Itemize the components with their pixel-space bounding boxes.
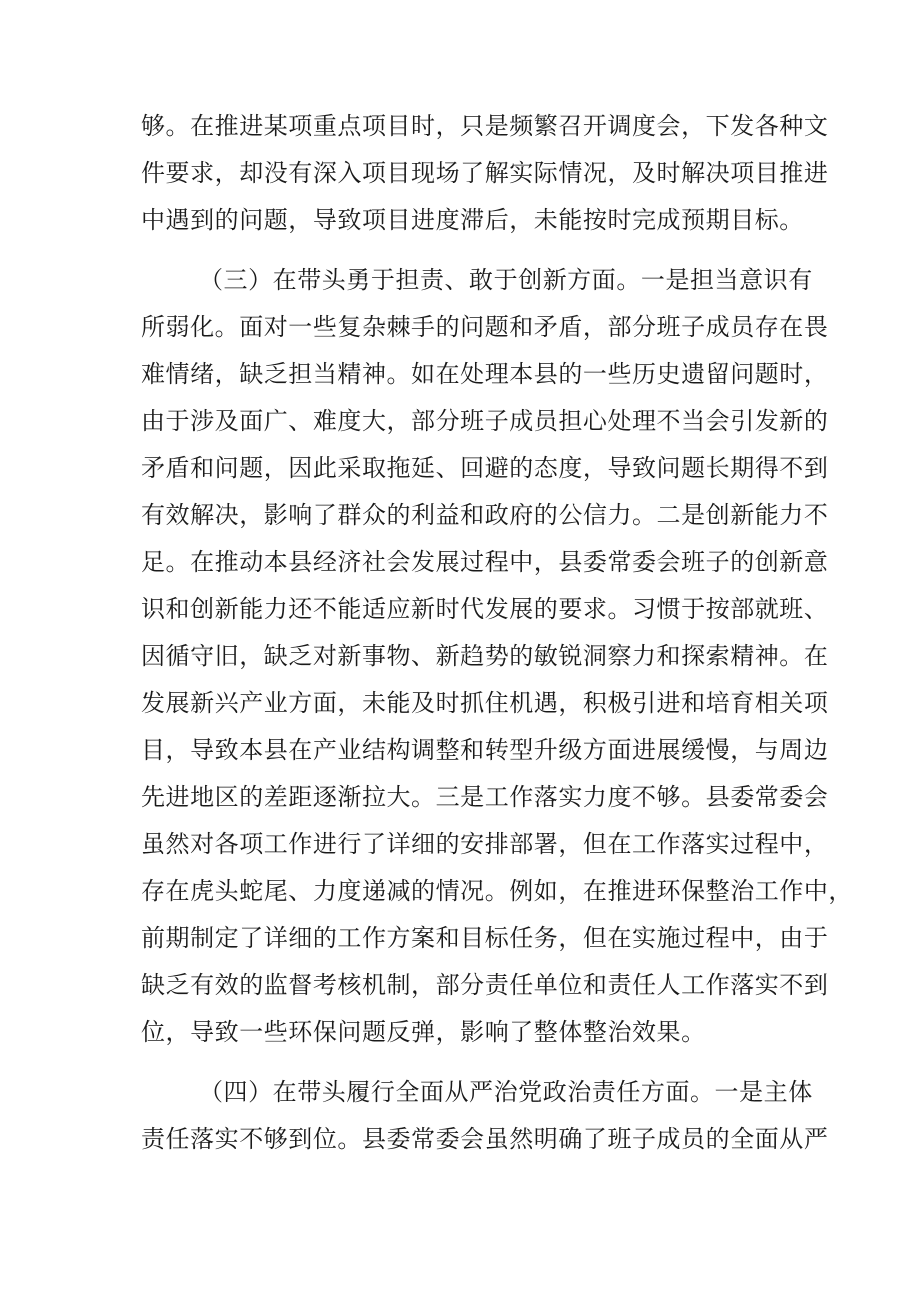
text-line: 发展新兴产业方面，未能及时抓住机遇，积极引进和培育相关项 (141, 689, 829, 717)
text-line: 识和创新能力还不能适应新时代发展的要求。习惯于按部就班、 (141, 595, 829, 623)
paragraph-1 (141, 103, 829, 244)
text-line: 缺乏有效的监督考核机制，部分责任单位和责任人工作落实不到 (141, 971, 829, 999)
text-line: 虽然对各项工作进行了详细的安排部署，但在工作落实过程中， (141, 830, 829, 858)
text-line: 因循守旧，缺乏对新事物、新趋势的敏锐洞察力和探索精神。在 (141, 642, 829, 670)
text-line: 先进地区的差距逐渐拉大。三是工作落实力度不够。县委常委会 (141, 783, 829, 811)
text-line: 所弱化。面对一些复杂棘手的问题和矛盾，部分班子成员存在畏 (141, 313, 829, 341)
text-line: 责任落实不够到位。县委常委会虽然明确了班子成员的全面从严 (141, 1125, 829, 1153)
text-line: （四）在带头履行全面从严治党政治责任方面。一是主体 (199, 1078, 813, 1106)
text-line: 有效解决，影响了群众的利益和政府的公信力。二是创新能力不 (141, 501, 829, 529)
text-line: 由于涉及面广、难度大，部分班子成员担心处理不当会引发新的 (141, 407, 829, 435)
paragraph-3 (141, 1069, 829, 1163)
text-line: 存在虎头蛇尾、力度递减的情况。例如，在推进环保整治工作中， (141, 877, 853, 905)
text-line: 目，导致本县在产业结构调整和转型升级方面进展缓慢，与周边 (141, 736, 829, 764)
text-line: 位，导致一些环保问题反弹，影响了整体整治效果。 (141, 1018, 706, 1046)
text-line: 难情绪，缺乏担当精神。如在处理本县的一些历史遗留问题时， (141, 360, 829, 388)
text-line: 够。在推进某项重点项目时，只是频繁召开调度会，下发各种文 (141, 112, 829, 140)
text-line: 中遇到的问题，导致项目进度滞后，未能按时完成预期目标。 (141, 206, 804, 234)
document-body (141, 103, 853, 1163)
paragraph-2 (141, 257, 853, 1056)
text-line: 前期制定了详细的工作方案和目标任务，但在实施过程中，由于 (141, 924, 829, 952)
text-line: 件要求，却没有深入项目现场了解实际情况，及时解决项目推进 (141, 159, 829, 187)
text-line: 足。在推动本县经济社会发展过程中，县委常委会班子的创新意 (141, 548, 829, 576)
text-line: 矛盾和问题，因此采取拖延、回避的态度，导致问题长期得不到 (141, 454, 829, 482)
text-line: （三）在带头勇于担责、敢于创新方面。一是担当意识有 (199, 266, 813, 294)
